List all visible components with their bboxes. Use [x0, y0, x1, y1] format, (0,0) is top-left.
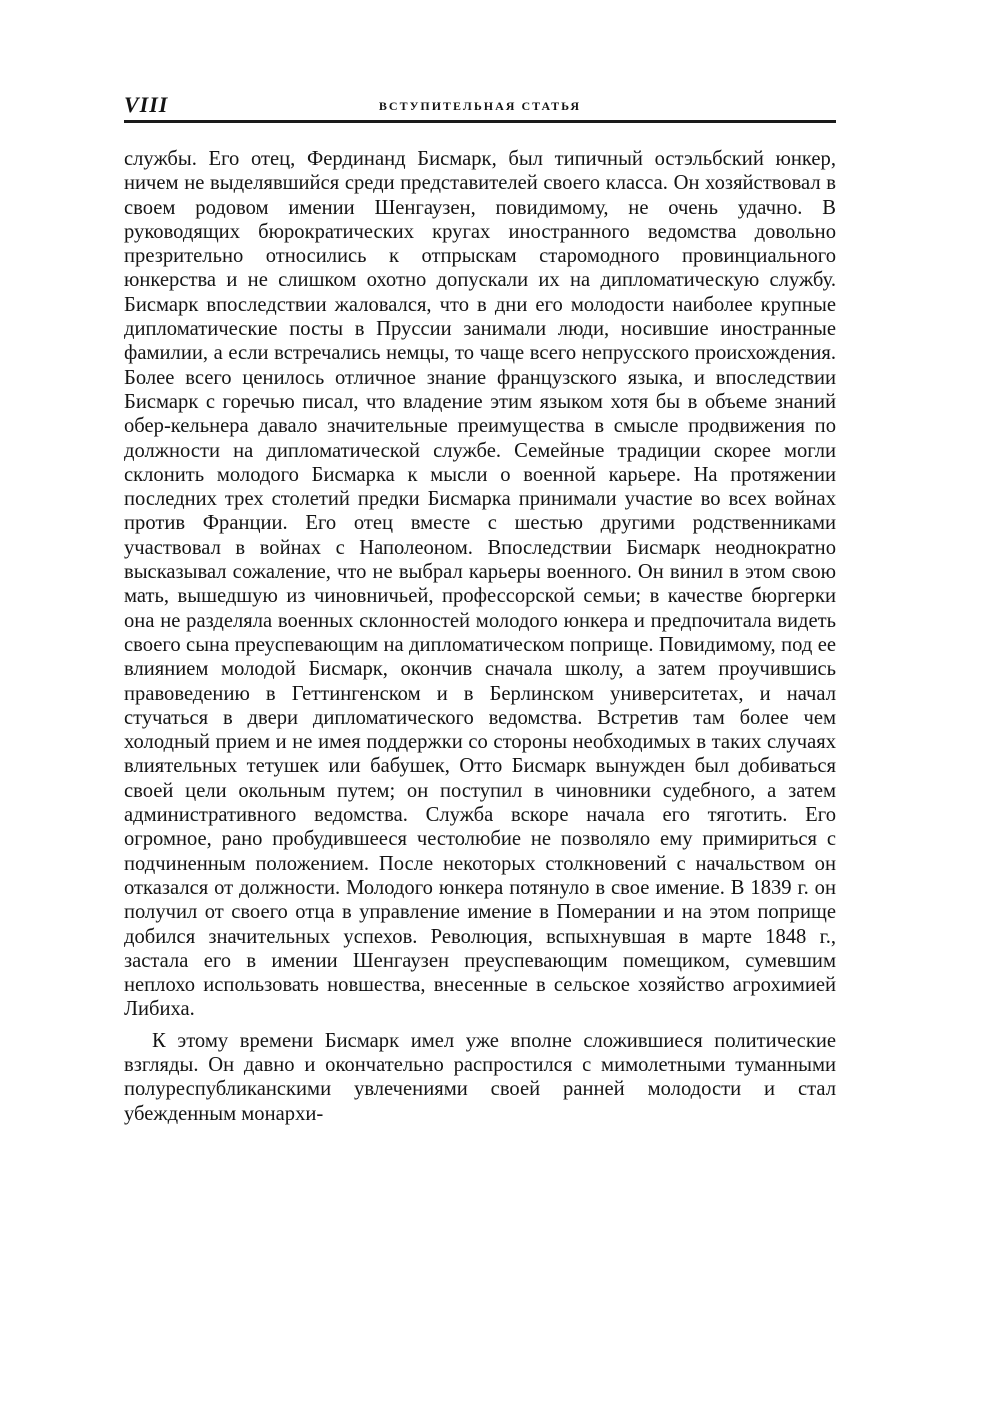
running-head	[124, 92, 836, 123]
body-text	[124, 147, 836, 1126]
section-title: ВСТУПИТЕЛЬНАЯ СТАТЬЯ	[378, 99, 582, 113]
book-page	[124, 92, 836, 1126]
paragraph-continuation: службы. Его отец, Фердинанд Бисмарк, был типичный остэльбский юнкер, ничем не выделявшийся среди представителей своего класса. Он хозяйствовал в своем родовом имении Шенгаузен, повидимому, не очень удачно. В руководящих бюрократических кругах иностранного ведомства довольно презрительно относились к отпрыскам старомодного провинциального юнкерства и не слишком охотно допускали их на дипломатическую службу. Бисмарк впоследствии жаловался, что в дни его молодости наиболее крупные дипломатические посты в Пруссии занимали люди, носившие иностранные фамилии, а если встречались немцы, то чаще всего непрусского происхождения. Более всего ценилось отличное знание французского языка, и впоследствии Бисмарк с горечью писал, что владение этим языком хотя бы в объеме знаний обер-кельнера давало значительные преимущества в смысле продвижения по должности на дипломатической службе. Семейные традиции скорее могли склонить молодого Бисмарка к мысли о военной карьере. На протяжении последних трех столетий предки Бисмарка принимали участие во всех войнах против Франции. Его отец вместе с шестью другими родственниками участвовал в войнах с Наполеоном. Впоследствии Бисмарк неоднократно высказывал сожаление, что не выбрал карьеры военного. Он винил в этом свою мать, вышедшую из чиновничьей, профессорской семьи; в качестве бюргерки она не разделяла военных склонностей молодого юнкера и предпочитала видеть своего сына преуспевающим на дипломатическом поприще. Повидимому, под ее влиянием молодой Бисмарк, окончив сначала школу, а затем проучившись правоведению в Геттингенском и в Берлинском университетах, и начал стучаться в двери дипломатического ведомства. Встретив там более чем холодный прием и не имея поддержки со стороны необходимых в таких случаях влиятельных тетушек или бабушек, Отто Бисмарк вынужден был добиваться своей цели окольным путем; он поступил в чиновники судебного, а затем административного ведомства. Служба вскоре начала его тяготить. Его огромное, рано пробудившееся честолюбие не позволяло ему примириться с подчиненным положением. После некоторых столкновений с начальством он отказался от должности. Молодого юнкера потянуло в свое имение. В 1839 г. он получил от своего отца в управление имение в Померании и на этом поприще добился значительных успехов. Революция, вспыхнувшая в марте 1848 г., застала его в имении Шенгаузен преуспевающим помещиком, сумевшим неплохо использовать новшества, внесенные в сельское хозяйство агрохимией Либиха.	[124, 148, 836, 1021]
page-number: VIII	[124, 92, 169, 117]
paragraph-political-views: К этому времени Бисмарк имел уже вполне сложившиеся политические взгляды. Он давно и окончательно распростился с мимолетными туманными полуреспубликанскими увлечениями своей ранней молодости и стал убежденным монархи-	[124, 1029, 836, 1125]
